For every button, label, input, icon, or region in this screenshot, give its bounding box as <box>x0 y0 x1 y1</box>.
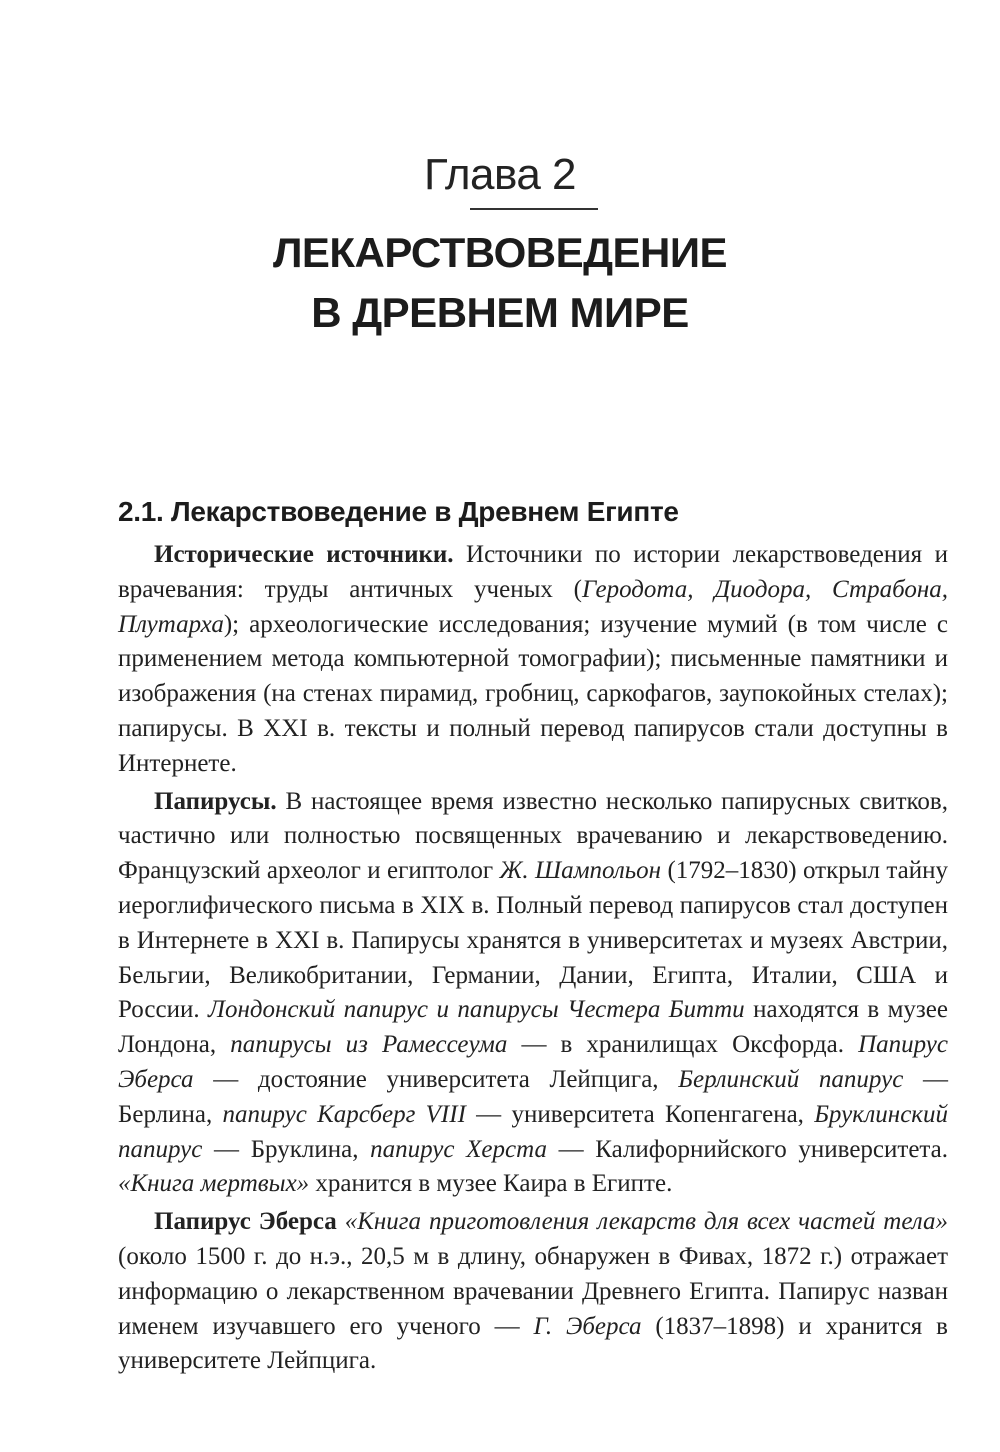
italic-run: папирусы из Рамессеума <box>230 1031 508 1059</box>
text-run: Источники по истории лекарствоведения и врачевания: труды античных ученых ( <box>118 541 948 603</box>
text-run: — в хранилищах Оксфорда. <box>507 1031 859 1059</box>
text-run: — Берлина, <box>118 1065 948 1128</box>
italic-run: «Книга приготовления лекарств для всех частей тела» <box>344 1208 949 1236</box>
text-run: (1792–1830) открыл тайну иероглифического письма в XIX в. Полный перевод папирусов стал доступен в Интернете в XXI в. Папирусы хранятся в университетах и музеях Австрии, Бельгии, Великобритании, Германии, Дании, Египта, Италии, США и России. <box>118 857 948 1024</box>
text-run: ); археологические исследования; изучение мумий (в том числе с применением метода компьютерной томографии); письменные памятники и изображения (на стенах пирамид, гробниц, саркофагов, заупокойных стелах); папирусы. В XXI в. тексты и полный перевод папирусов стали доступны в Интернете. <box>118 610 948 777</box>
italic-run: Г. Эберса <box>533 1312 642 1340</box>
italic-run: Лондонский папирус и папирусы Честера Битти <box>208 996 745 1024</box>
italic-run: «Книга мертвых» <box>118 1170 310 1198</box>
text-run: находятся в музее Лондона, <box>118 996 949 1059</box>
chapter-title <box>0 223 1000 343</box>
italic-run: Папирус Эберса <box>118 1031 948 1093</box>
text-run: (около 1500 г. до н.э., 20,5 м в длину, обнаружен в Фивах, 1872 г.) отражает информацию о лекарственном врачевании Древнего Египта. Папирус назван именем изучавшего его ученого — <box>118 1242 948 1340</box>
paragraph-lead: Папирус Эберса <box>154 1208 337 1236</box>
text-run: (1837–1898) и хранится в университете Лейпцига. <box>118 1312 948 1375</box>
italic-run: папирус Херста <box>370 1135 547 1163</box>
italic-run: Бруклинский папирус <box>118 1100 948 1163</box>
italic-run: Берлинский папирус <box>678 1065 904 1093</box>
chapter-title-line-1: ЛЕКАРСТВОВЕДЕНИЕ <box>272 229 728 276</box>
text-run <box>337 1208 345 1235</box>
paragraph-ebers-papyrus <box>118 1205 948 1379</box>
italic-run: Ж. Шампольон <box>499 857 662 885</box>
paragraph-lead: Исторические источники. <box>154 541 454 568</box>
text-run: — Калифорнийского университета. <box>546 1135 948 1163</box>
chapter-title-line-2: В ДРЕВНЕМ МИРЕ <box>311 289 689 336</box>
paragraph-historical-sources <box>118 538 948 782</box>
paragraph-papyri <box>118 785 948 1203</box>
text-run: — Бруклина, <box>202 1135 371 1163</box>
italic-run: Геродота, Диодора, Страбона, Плутарха <box>118 575 949 638</box>
italic-run: папирус Карсберг VIII <box>222 1100 466 1128</box>
chapter-divider <box>470 208 598 210</box>
text-run: — достояние университета Лейпцига, <box>193 1065 679 1093</box>
body-text <box>118 538 948 1382</box>
paragraph-lead: Папирусы. <box>154 787 277 815</box>
text-run: хранится в музее Каира в Египте. <box>309 1170 673 1198</box>
text-run: В настоящее время известно несколько папирусных свитков, частично или полностью посвященных врачеванию и лекарствоведению. Французский археолог и египтолог <box>118 787 948 885</box>
section-heading: 2.1. Лекарствоведение в Древнем Египте <box>118 496 679 527</box>
text-run: — университета Копенгагена, <box>465 1100 815 1128</box>
chapter-label: Глава 2 <box>423 150 577 199</box>
